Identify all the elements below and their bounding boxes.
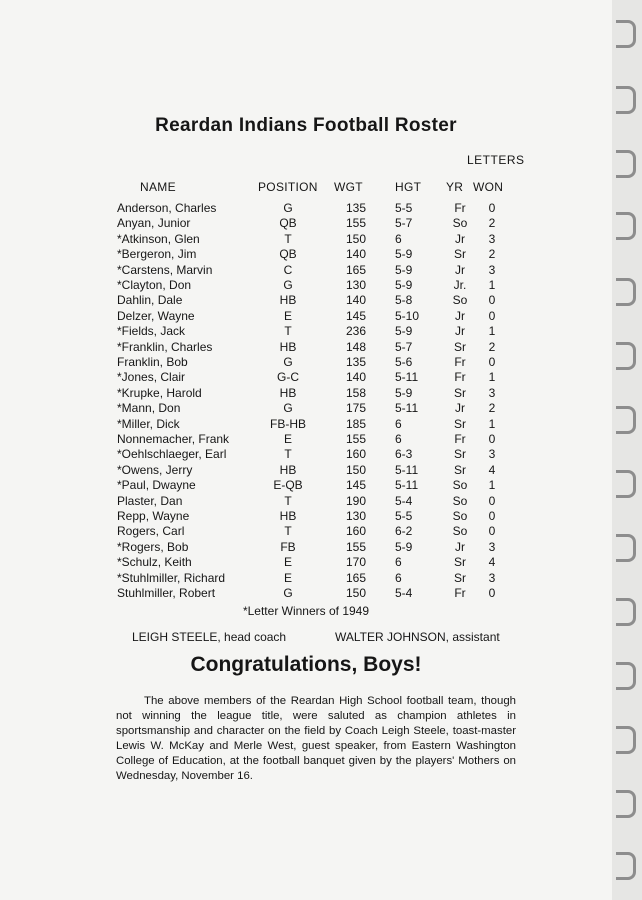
player-year: Sr: [454, 555, 466, 570]
year-column-header: YR: [446, 180, 464, 194]
player-position: QB: [279, 247, 297, 262]
player-name: Nonnemacher, Frank: [117, 432, 230, 446]
player-letters-won: 2: [488, 339, 496, 354]
player-position: T: [284, 524, 292, 539]
player-name: *Fields, Jack: [117, 324, 186, 339]
player-year: So: [452, 478, 468, 493]
player-year: Sr: [454, 247, 466, 262]
player-year: So: [452, 216, 468, 231]
player-position: G: [283, 586, 293, 600]
player-name: *Atkinson, Glen: [117, 231, 200, 246]
player-year: Fr: [454, 370, 466, 385]
player-name: Plaster, Dan: [117, 493, 183, 508]
player-position: C: [283, 262, 293, 277]
player-position: HB: [279, 339, 297, 354]
player-letters-won: 2: [488, 216, 496, 231]
player-year: Jr: [455, 308, 465, 323]
player-letters-won: 0: [488, 524, 496, 539]
player-year: Fr: [454, 201, 466, 215]
player-name: *Schulz, Keith: [117, 555, 192, 570]
player-position: G: [283, 401, 293, 416]
player-height: 5-11: [395, 401, 419, 416]
player-height: 6: [395, 555, 402, 570]
player-weight: 135: [345, 355, 367, 369]
player-position: G-C: [277, 370, 299, 385]
player-letters-won: 2: [488, 401, 496, 416]
player-name: *Oehlschlaeger, Earl: [117, 447, 227, 462]
player-letters-won: 3: [488, 570, 496, 585]
player-weight: 165: [345, 570, 367, 585]
player-letters-won: 3: [488, 539, 496, 554]
player-position: HB: [279, 385, 297, 400]
player-position: E: [283, 432, 292, 446]
player-weight: 158: [345, 385, 367, 400]
player-weight: 148: [345, 339, 367, 354]
player-height: 5-9: [395, 278, 413, 292]
player-weight: 155: [345, 539, 367, 554]
player-height: 5-6: [395, 355, 413, 369]
player-name: *Carstens, Marvin: [117, 262, 213, 277]
binder-ring: [616, 852, 636, 880]
player-weight: 135: [345, 201, 367, 215]
player-height: 5-11: [395, 478, 419, 493]
player-letters-won: 3: [488, 262, 496, 277]
player-year: Jr: [455, 324, 465, 339]
player-position: E: [283, 308, 292, 323]
player-weight: 155: [345, 432, 367, 446]
player-height: 5-9: [395, 539, 413, 554]
player-weight: 185: [345, 416, 367, 431]
player-letters-won: 0: [488, 493, 496, 508]
player-weight: 145: [345, 478, 367, 493]
player-name: Delzer, Wayne: [117, 308, 195, 323]
player-position: T: [284, 231, 292, 246]
player-year: Sr: [454, 462, 466, 477]
player-position: T: [284, 447, 292, 462]
player-position: E: [283, 555, 292, 570]
player-letters-won: 0: [488, 509, 496, 523]
player-letters-won: 1: [488, 370, 496, 385]
player-letters-won: 1: [488, 278, 496, 292]
player-name: *Paul, Dwayne: [117, 478, 196, 493]
player-year: Sr: [454, 416, 466, 431]
player-year: Jr: [455, 539, 465, 554]
binder-ring: [616, 726, 636, 754]
player-position: QB: [279, 216, 297, 231]
player-name: *Stuhlmiller, Richard: [117, 570, 226, 585]
player-letters-won: 3: [488, 231, 496, 246]
player-name: Rogers, Carl: [117, 524, 185, 539]
player-name: *Miller, Dick: [117, 416, 180, 431]
player-name: *Jones, Clair: [117, 370, 186, 385]
player-height: 6: [395, 432, 402, 446]
footnote: *Letter Winners of 1949: [242, 604, 370, 618]
player-name: *Mann, Don: [117, 401, 181, 416]
player-position: HB: [279, 509, 297, 523]
player-year: Fr: [454, 355, 466, 369]
player-position: E: [283, 570, 292, 585]
player-height: 5-9: [395, 247, 413, 262]
player-year: So: [452, 509, 468, 523]
player-name: *Clayton, Don: [117, 278, 192, 292]
player-position: HB: [279, 293, 297, 308]
player-name: *Owens, Jerry: [117, 462, 193, 477]
player-letters-won: 0: [488, 586, 496, 600]
player-weight: 155: [345, 216, 367, 231]
height-column-header: HGT: [395, 180, 422, 194]
player-weight: 160: [345, 447, 367, 462]
binder-ring: [616, 534, 636, 562]
binder-ring: [616, 470, 636, 498]
player-name: Stuhlmiller, Robert: [117, 586, 216, 600]
binder-ring: [616, 212, 636, 240]
player-weight: 175: [345, 401, 367, 416]
player-weight: 140: [345, 370, 367, 385]
player-weight: 150: [345, 462, 367, 477]
binder-ring: [616, 406, 636, 434]
player-letters-won: 3: [488, 447, 496, 462]
player-name: Dahlin, Dale: [117, 293, 183, 308]
player-height: 6: [395, 570, 402, 585]
player-position: HB: [279, 462, 297, 477]
player-height: 5-9: [395, 324, 413, 339]
banquet-paragraph: The above members of the Reardan High School football team, though not winning the league title, were saluted as champion athletes in sportsmanship and character on the field by Coach Leigh Steele, toast-master Lewis W. McKay and Merle West, guest speaker, from Eastern Washington College of Education, at the football banquet given by the players' Mothers on Wednesday, November 16.: [116, 695, 516, 782]
binder-ring: [616, 662, 636, 690]
player-year: Sr: [454, 570, 466, 585]
player-height: 5-8: [395, 293, 413, 308]
player-height: 5-11: [395, 462, 419, 477]
assistant-coach: WALTER JOHNSON, assistant: [335, 630, 500, 644]
player-weight: 130: [345, 509, 367, 523]
player-year: Jr: [455, 262, 465, 277]
player-year: Jr.: [453, 278, 467, 292]
player-year: So: [452, 293, 468, 308]
player-letters-won: 0: [488, 293, 496, 308]
player-height: 6-2: [395, 524, 413, 539]
player-position: G: [283, 278, 293, 292]
player-year: Jr: [455, 231, 465, 246]
player-name: Repp, Wayne: [117, 509, 190, 523]
won-column-header: WON: [473, 180, 504, 194]
player-height: 5-5: [395, 201, 413, 215]
player-weight: 160: [345, 524, 367, 539]
player-position: T: [284, 493, 292, 508]
player-position: G: [283, 201, 293, 215]
player-letters-won: 0: [488, 201, 496, 215]
player-height: 5-4: [395, 586, 413, 600]
player-weight: 236: [345, 324, 367, 339]
player-position: T: [284, 324, 292, 339]
player-height: 5-9: [395, 385, 413, 400]
player-letters-won: 1: [488, 324, 496, 339]
letters-header: LETTERS: [467, 153, 525, 167]
binder-ring: [616, 20, 636, 48]
name-column-header: NAME: [140, 180, 176, 194]
player-height: 5-7: [395, 339, 413, 354]
player-height: 6-3: [395, 447, 413, 462]
binder-edge: [612, 0, 642, 900]
page-title: Reardan Indians Football Roster: [155, 115, 457, 136]
player-name: Anderson, Charles: [117, 201, 217, 215]
player-year: Sr: [454, 447, 466, 462]
player-year: Fr: [454, 586, 466, 600]
player-position: FB: [280, 539, 296, 554]
player-position: E-QB: [273, 478, 303, 493]
player-year: Sr: [454, 385, 466, 400]
player-height: 6: [395, 231, 402, 246]
player-letters-won: 0: [488, 355, 496, 369]
player-letters-won: 2: [488, 247, 496, 262]
player-year: So: [452, 493, 468, 508]
player-weight: 190: [345, 493, 367, 508]
player-year: Jr: [455, 401, 465, 416]
player-name: Franklin, Bob: [117, 355, 188, 369]
player-weight: 145: [345, 308, 367, 323]
player-name: *Krupke, Harold: [117, 385, 202, 400]
player-height: 5-10: [395, 308, 420, 323]
player-letters-won: 4: [488, 462, 496, 477]
player-year: So: [452, 524, 468, 539]
player-weight: 140: [345, 247, 367, 262]
player-year: Fr: [454, 432, 466, 446]
binder-ring: [616, 790, 636, 818]
player-weight: 130: [345, 278, 367, 292]
player-letters-won: 4: [488, 555, 496, 570]
player-letters-won: 1: [488, 478, 496, 493]
player-height: 5-4: [395, 493, 413, 508]
player-height: 5-9: [395, 262, 413, 277]
head-coach: LEIGH STEELE, head coach: [132, 630, 287, 644]
binder-ring: [616, 342, 636, 370]
player-weight: 140: [345, 293, 367, 308]
binder-ring: [616, 598, 636, 626]
player-height: 5-7: [395, 216, 413, 231]
weight-column-header: WGT: [334, 180, 363, 194]
player-height: 5-11: [395, 370, 419, 385]
player-position: G: [283, 355, 293, 369]
player-letters-won: 1: [488, 416, 496, 431]
position-column-header: POSITION: [258, 180, 318, 194]
player-weight: 165: [345, 262, 367, 277]
player-height: 5-5: [395, 509, 413, 523]
player-letters-won: 0: [488, 308, 496, 323]
player-weight: 150: [345, 586, 367, 600]
player-weight: 170: [345, 555, 367, 570]
congrats-heading: Congratulations, Boys!: [190, 653, 422, 676]
player-name: Anyan, Junior: [117, 216, 191, 231]
player-year: Sr: [454, 339, 466, 354]
binder-ring: [616, 150, 636, 178]
player-weight: 150: [345, 231, 367, 246]
player-name: *Rogers, Bob: [117, 539, 189, 554]
binder-ring: [616, 86, 636, 114]
player-letters-won: 3: [488, 385, 496, 400]
player-position: FB-HB: [270, 416, 306, 431]
binder-ring: [616, 278, 636, 306]
player-height: 6: [395, 416, 402, 431]
player-name: *Bergeron, Jim: [117, 247, 197, 262]
player-letters-won: 0: [488, 432, 496, 446]
player-name: *Franklin, Charles: [117, 339, 213, 354]
